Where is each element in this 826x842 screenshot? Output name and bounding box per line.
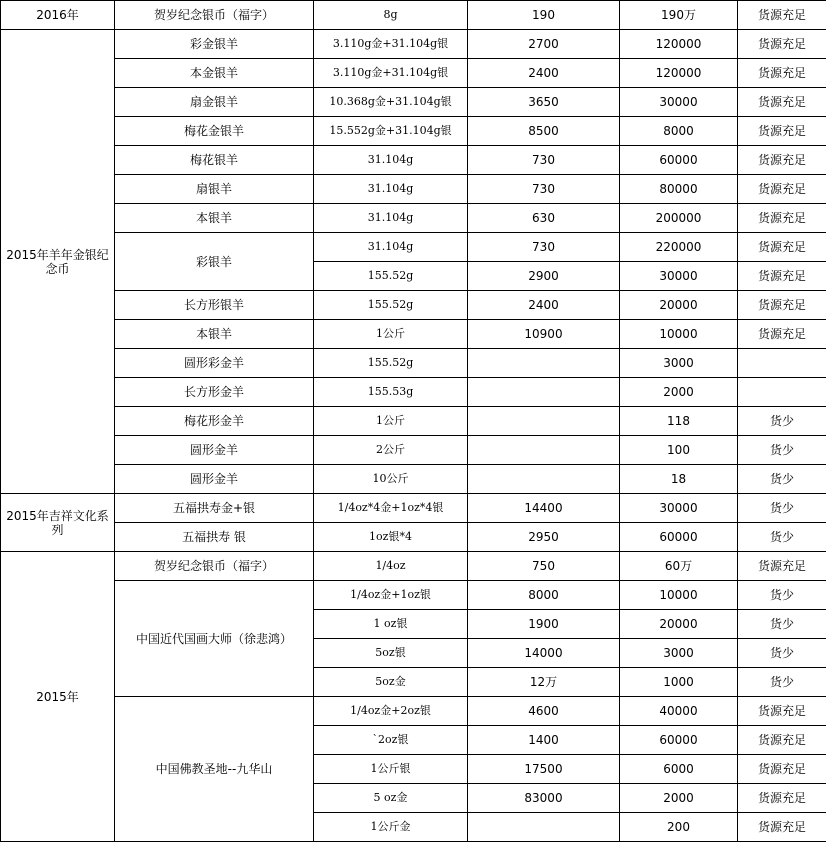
table-row [1, 320, 826, 349]
spec-cell: 1/4oz金+2oz银 [314, 697, 468, 726]
spec-cell: 155.53g [314, 378, 468, 407]
spec-cell: 1公斤银 [314, 755, 468, 784]
table-row [1, 88, 826, 117]
table-row [1, 291, 826, 320]
category-cell: 2015年羊年金银纪念币 [1, 30, 115, 494]
coin-name-cell: 贺岁纪念银币（福字） [115, 1, 314, 30]
table-row [1, 30, 826, 59]
quantity-cell: 80000 [620, 175, 738, 204]
coin-name-cell: 梅花金银羊 [115, 117, 314, 146]
quantity-cell: 20000 [620, 610, 738, 639]
spec-cell: 155.52g [314, 349, 468, 378]
status-cell: 货源充足 [738, 755, 826, 784]
price-cell: 2400 [468, 291, 620, 320]
status-cell: 货少 [738, 494, 826, 523]
status-cell: 货源充足 [738, 59, 826, 88]
coin-name-cell: 圆形金羊 [115, 465, 314, 494]
coin-name-cell: 本银羊 [115, 320, 314, 349]
spec-cell: 1oz银*4 [314, 523, 468, 552]
spec-cell: `2oz银 [314, 726, 468, 755]
status-cell: 货少 [738, 581, 826, 610]
spec-cell: 3.110g金+31.104g银 [314, 59, 468, 88]
status-cell: 货源充足 [738, 88, 826, 117]
quantity-cell: 10000 [620, 320, 738, 349]
quantity-cell: 8000 [620, 117, 738, 146]
spec-cell: 1/4oz*4金+1oz*4银 [314, 494, 468, 523]
table-row [1, 523, 826, 552]
spec-cell: 1 oz银 [314, 610, 468, 639]
price-cell: 10900 [468, 320, 620, 349]
coin-name-cell: 彩银羊 [115, 233, 314, 291]
quantity-cell: 30000 [620, 494, 738, 523]
status-cell: 货少 [738, 639, 826, 668]
table-row [1, 349, 826, 378]
quantity-cell: 60000 [620, 523, 738, 552]
price-cell: 730 [468, 146, 620, 175]
table-row [1, 407, 826, 436]
coin-name-cell: 圆形金羊 [115, 436, 314, 465]
spec-cell: 3.110g金+31.104g银 [314, 30, 468, 59]
spec-cell: 155.52g [314, 262, 468, 291]
price-cell [468, 813, 620, 842]
coin-name-cell: 贺岁纪念银币（福字） [115, 552, 314, 581]
coin-name-cell: 中国佛教圣地--九华山 [115, 697, 314, 842]
quantity-cell: 30000 [620, 88, 738, 117]
price-cell [468, 378, 620, 407]
quantity-cell: 2000 [620, 784, 738, 813]
quantity-cell: 20000 [620, 291, 738, 320]
coin-name-cell: 梅花形金羊 [115, 407, 314, 436]
status-cell: 货源充足 [738, 204, 826, 233]
status-cell: 货源充足 [738, 697, 826, 726]
status-cell: 货源充足 [738, 552, 826, 581]
spec-cell: 155.52g [314, 291, 468, 320]
price-cell: 2400 [468, 59, 620, 88]
status-cell: 货少 [738, 523, 826, 552]
table-row [1, 494, 826, 523]
spec-cell: 10.368g金+31.104g银 [314, 88, 468, 117]
price-cell: 8500 [468, 117, 620, 146]
quantity-cell: 120000 [620, 59, 738, 88]
quantity-cell: 30000 [620, 262, 738, 291]
spec-cell: 31.104g [314, 233, 468, 262]
price-cell [468, 436, 620, 465]
table-row [1, 436, 826, 465]
spec-cell: 5 oz金 [314, 784, 468, 813]
category-cell: 2016年 [1, 1, 115, 30]
coin-name-cell: 五福拱寿金+银 [115, 494, 314, 523]
status-cell: 货源充足 [738, 813, 826, 842]
quantity-cell: 60000 [620, 726, 738, 755]
quantity-cell: 190万 [620, 1, 738, 30]
table-row [1, 1, 826, 30]
table-row [1, 378, 826, 407]
table-row [1, 552, 826, 581]
quantity-cell: 40000 [620, 697, 738, 726]
table-row [1, 204, 826, 233]
price-cell [468, 349, 620, 378]
quantity-cell: 3000 [620, 349, 738, 378]
status-cell: 货源充足 [738, 262, 826, 291]
status-cell [738, 378, 826, 407]
price-cell: 17500 [468, 755, 620, 784]
spec-cell: 2公斤 [314, 436, 468, 465]
spec-cell: 1/4oz [314, 552, 468, 581]
spec-cell: 31.104g [314, 146, 468, 175]
table-row [1, 233, 826, 262]
spec-cell: 10公斤 [314, 465, 468, 494]
table-row [1, 146, 826, 175]
status-cell: 货少 [738, 436, 826, 465]
price-cell: 730 [468, 233, 620, 262]
status-cell: 货少 [738, 668, 826, 697]
quantity-cell: 100 [620, 436, 738, 465]
price-cell: 3650 [468, 88, 620, 117]
status-cell: 货源充足 [738, 291, 826, 320]
status-cell: 货少 [738, 465, 826, 494]
spec-cell: 1公斤 [314, 320, 468, 349]
coin-name-cell: 本银羊 [115, 204, 314, 233]
price-cell: 630 [468, 204, 620, 233]
price-cell: 750 [468, 552, 620, 581]
status-cell: 货源充足 [738, 726, 826, 755]
quantity-cell: 6000 [620, 755, 738, 784]
table-row [1, 175, 826, 204]
quantity-cell: 2000 [620, 378, 738, 407]
quantity-cell: 118 [620, 407, 738, 436]
table-row [1, 465, 826, 494]
price-cell: 1900 [468, 610, 620, 639]
coin-name-cell: 扇银羊 [115, 175, 314, 204]
quantity-cell: 10000 [620, 581, 738, 610]
status-cell: 货源充足 [738, 233, 826, 262]
status-cell: 货源充足 [738, 784, 826, 813]
price-cell: 8000 [468, 581, 620, 610]
coin-name-cell: 扇金银羊 [115, 88, 314, 117]
quantity-cell: 3000 [620, 639, 738, 668]
status-cell: 货源充足 [738, 30, 826, 59]
table-row [1, 697, 826, 726]
coin-name-cell: 长方形金羊 [115, 378, 314, 407]
price-cell: 14000 [468, 639, 620, 668]
price-cell: 730 [468, 175, 620, 204]
spec-cell: 1公斤 [314, 407, 468, 436]
price-cell: 2900 [468, 262, 620, 291]
table-row [1, 581, 826, 610]
quantity-cell: 1000 [620, 668, 738, 697]
price-cell: 2700 [468, 30, 620, 59]
status-cell: 货源充足 [738, 175, 826, 204]
status-cell: 货源充足 [738, 1, 826, 30]
category-cell: 2015年 [1, 552, 115, 842]
price-cell: 14400 [468, 494, 620, 523]
table-row [1, 117, 826, 146]
status-cell [738, 349, 826, 378]
quantity-cell: 60000 [620, 146, 738, 175]
quantity-cell: 200000 [620, 204, 738, 233]
spec-cell: 1/4oz金+1oz银 [314, 581, 468, 610]
price-cell: 12万 [468, 668, 620, 697]
spec-cell: 31.104g [314, 204, 468, 233]
price-cell: 1400 [468, 726, 620, 755]
coin-name-cell: 梅花银羊 [115, 146, 314, 175]
status-cell: 货少 [738, 407, 826, 436]
quantity-cell: 18 [620, 465, 738, 494]
spec-cell: 15.552g金+31.104g银 [314, 117, 468, 146]
quantity-cell: 220000 [620, 233, 738, 262]
quantity-cell: 120000 [620, 30, 738, 59]
price-cell: 2950 [468, 523, 620, 552]
spec-cell: 8g [314, 1, 468, 30]
price-cell: 190 [468, 1, 620, 30]
status-cell: 货少 [738, 610, 826, 639]
coin-name-cell: 长方形银羊 [115, 291, 314, 320]
price-cell: 83000 [468, 784, 620, 813]
price-cell: 4600 [468, 697, 620, 726]
coin-name-cell: 圆形彩金羊 [115, 349, 314, 378]
spec-cell: 31.104g [314, 175, 468, 204]
table-row [1, 59, 826, 88]
spec-cell: 5oz金 [314, 668, 468, 697]
status-cell: 货源充足 [738, 146, 826, 175]
price-cell [468, 407, 620, 436]
coin-name-cell: 本金银羊 [115, 59, 314, 88]
status-cell: 货源充足 [738, 320, 826, 349]
quantity-cell: 200 [620, 813, 738, 842]
spec-cell: 5oz银 [314, 639, 468, 668]
price-cell [468, 465, 620, 494]
spec-cell: 1公斤金 [314, 813, 468, 842]
coin-name-cell: 五福拱寿 银 [115, 523, 314, 552]
coin-name-cell: 彩金银羊 [115, 30, 314, 59]
coin-name-cell: 中国近代国画大师（徐悲鸿） [115, 581, 314, 697]
quantity-cell: 60万 [620, 552, 738, 581]
category-cell: 2015年吉祥文化系列 [1, 494, 115, 552]
status-cell: 货源充足 [738, 117, 826, 146]
